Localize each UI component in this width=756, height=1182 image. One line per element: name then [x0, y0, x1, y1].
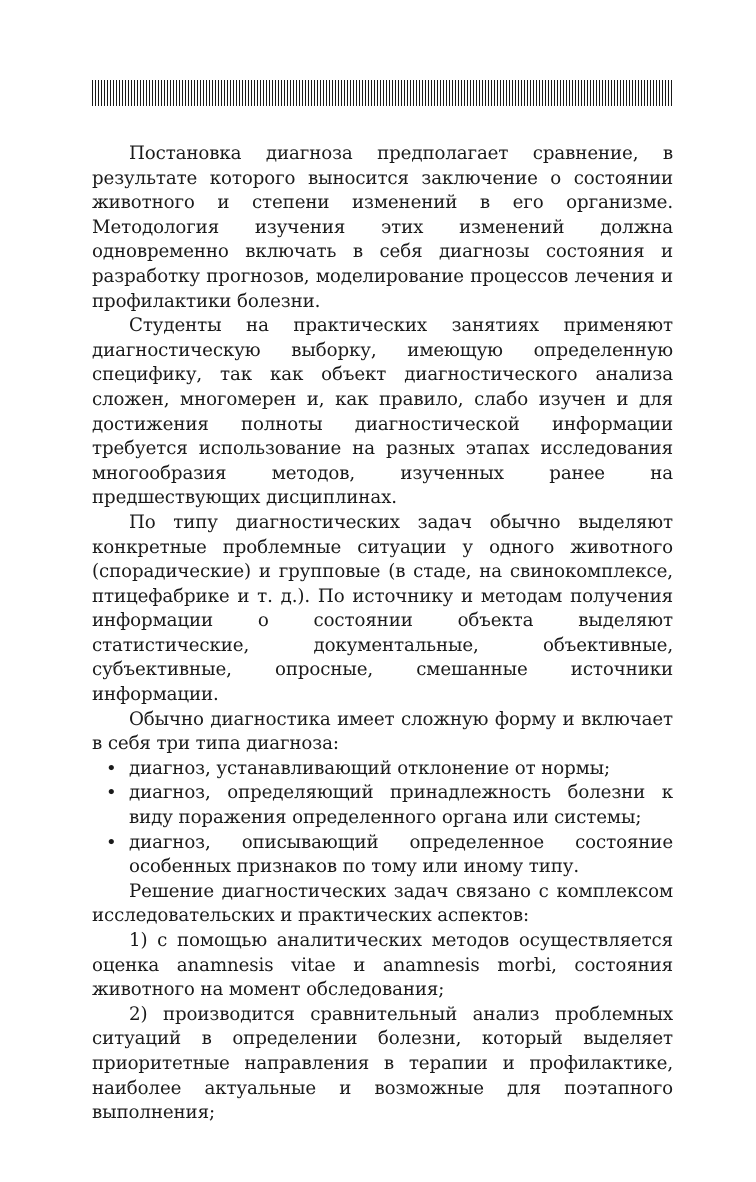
- list-item-text: диагноз, описывающий определенное состояние особенных признаков по тому или иному типу.: [129, 831, 673, 878]
- bullet-icon: •: [106, 782, 117, 804]
- bullet-icon: •: [106, 757, 117, 779]
- paragraph-point-one: 1) с помощью аналитических методов осуществляется оценка anamnesis vitae и anamnesis morbi, состояния животного на момент обследования;: [92, 930, 673, 1001]
- list-item: [92, 831, 673, 880]
- paragraph-task-types: По типу диагностических задач обычно выделяют конкретные проблемные ситуации у одного животного (спорадические) и групповые (в стаде, на свинокомплексе, птицефабрике и т. д.). По источнику и методам получения информации о состоянии объекта выделяют статистические, документальные, объективные, субъективные, опросные, смешанные источники информации.: [92, 511, 673, 706]
- paragraph-diagnosis-definition: Постановка диагноза предполагает сравнение, в результате которого выносится заключение о состоянии животного и степени изменений в его организме. Методология изучения этих изменений должна одновременно включать в себя диагнозы состояния и разработку прогнозов, моделирование процессов лечения и профилактики болезни.: [92, 143, 673, 312]
- header-decorative-rule: [92, 80, 674, 106]
- diagnosis-types-list: [92, 757, 673, 880]
- paragraph-task-solving: Решение диагностических задач связано с комплексом исследовательских и практических аспектов:: [92, 880, 673, 927]
- list-item-text: диагноз, определяющий принадлежность болезни к виду поражения определенного органа или системы;: [129, 782, 673, 829]
- list-item-text: диагноз, устанавливающий отклонение от нормы;: [129, 757, 611, 779]
- paragraph-diagnosis-forms: Обычно диагностика имеет сложную форму и включает в себя три типа диагноза:: [92, 708, 673, 755]
- list-item: [92, 781, 673, 830]
- paragraph-student-practice: Студенты на практических занятиях применяют диагностическую выборку, имеющую определенную специфику, так как объект диагностического анализа сложен, многомерен и, как правило, слабо изучен и для достижения полноты диагностической информации требуется использование на разных этапах исследования многообразия методов, изученных ранее на предшествующих дисциплинах.: [92, 315, 673, 509]
- list-item: [92, 757, 673, 782]
- bullet-icon: •: [106, 831, 117, 853]
- body-text: [92, 142, 673, 1126]
- paragraph-point-two: 2) производится сравнительный анализ проблемных ситуаций в определении болезни, который выделяет приоритетные направления в терапии и профилактике, наиболее актуальные и возможные для поэтапного выполнения;: [92, 1003, 673, 1124]
